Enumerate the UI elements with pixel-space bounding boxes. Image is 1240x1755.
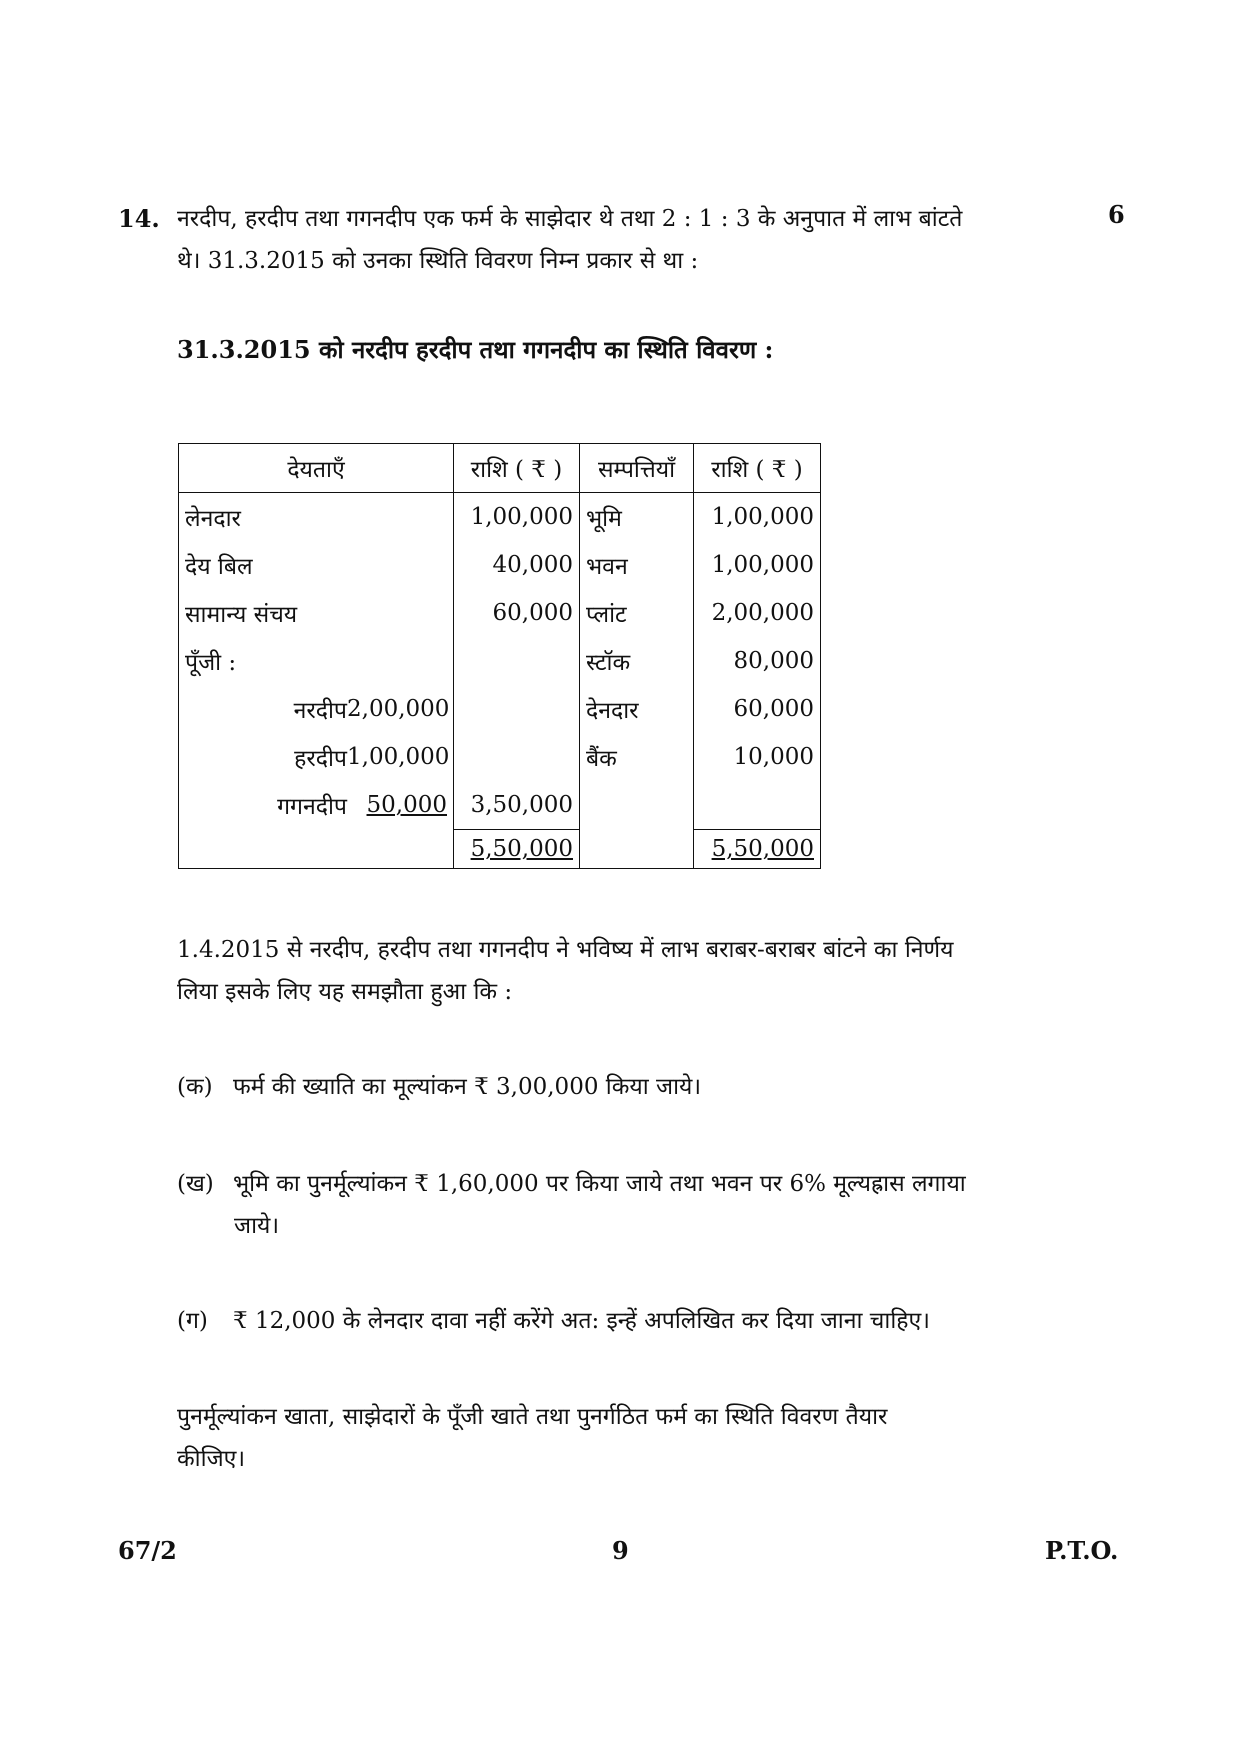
- asset-cell: भूमि: [580, 493, 694, 542]
- balance-sheet-heading: 31.3.2015 को नरदीप हरदीप तथा गगनदीप का स्थिति विवरण :: [177, 335, 774, 364]
- liability-amount-cell: [454, 637, 580, 685]
- header-assets: सम्पत्तियाँ: [580, 444, 694, 493]
- paper-code: 67/2: [118, 1536, 177, 1565]
- asset-amount-cell: 1,00,000: [694, 541, 821, 589]
- partner-name: गगनदीप: [277, 794, 347, 821]
- asset-cell: देनदार: [580, 685, 694, 733]
- header-amount-1: राशि ( ₹ ): [454, 444, 580, 493]
- asset-amount-cell: [694, 781, 821, 830]
- asset-cell: [580, 781, 694, 830]
- capital-entry-cell: [179, 781, 454, 830]
- pto-label: P.T.O.: [1045, 1536, 1119, 1565]
- balance-sheet-table: [178, 443, 821, 869]
- totals-row: [179, 830, 821, 869]
- assets-total: [694, 830, 821, 869]
- item-ka-label: (क): [177, 1074, 213, 1100]
- partner-capital: 2,00,000: [347, 696, 450, 722]
- table-row: [179, 781, 821, 830]
- liabilities-total-value: 5,50,000: [470, 836, 573, 862]
- item-kha-text-2: जाये।: [234, 1213, 280, 1239]
- header-amount-2: राशि ( ₹ ): [694, 444, 821, 493]
- question-number: 14.: [118, 204, 160, 233]
- partner-name: हरदीप: [294, 746, 347, 772]
- liability-amount-cell: [454, 733, 580, 781]
- item-kha-label: (ख): [177, 1171, 214, 1197]
- item-ka-text: फर्म की ख्याति का मूल्यांकन ₹ 3,00,000 किया जाये।: [233, 1074, 702, 1100]
- item-kha: [177, 1163, 1077, 1205]
- liabilities-total: [454, 830, 580, 869]
- decision-text-line-2: लिया इसके लिए यह समझौता हुआ कि :: [177, 979, 513, 1005]
- item-ga: [177, 1300, 1077, 1342]
- table-row: [179, 541, 821, 589]
- decision-text-line-1: 1.4.2015 से नरदीप, हरदीप तथा गगनदीप ने भविष्य में लाभ बराबर-बराबर बांटने का निर्णय: [177, 937, 954, 963]
- capital-entry-cell: [179, 733, 454, 781]
- liability-amount-cell: 60,000: [454, 589, 580, 637]
- asset-cell: बैंक: [580, 733, 694, 781]
- liability-amount-cell: 1,00,000: [454, 493, 580, 542]
- assets-total-value: 5,50,000: [711, 836, 814, 862]
- asset-amount-cell: 2,00,000: [694, 589, 821, 637]
- asset-cell: प्लांट: [580, 589, 694, 637]
- table-header-row: [179, 444, 821, 493]
- asset-cell: [580, 830, 694, 869]
- asset-amount-cell: 80,000: [694, 637, 821, 685]
- question-text-line-2: थे। 31.3.2015 को उनका स्थिति विवरण निम्न प्रकार से था :: [177, 248, 699, 274]
- capital-total-cell: 3,50,000: [454, 781, 580, 830]
- partner-name: नरदीप: [293, 698, 347, 724]
- item-ka: [177, 1066, 1077, 1108]
- liability-amount-cell: [454, 685, 580, 733]
- item-kha-text-1: भूमि का पुनर्मूल्यांकन ₹ 1,60,000 पर किया जाये तथा भवन पर 6% मूल्यह्रास लगाया: [233, 1171, 966, 1197]
- liability-cell: लेनदार: [179, 493, 454, 542]
- question-marks: 6: [1108, 200, 1125, 229]
- asset-cell: भवन: [580, 541, 694, 589]
- table-row: [179, 733, 821, 781]
- table-row: [179, 493, 821, 542]
- liability-cell: पूँजी :: [179, 637, 454, 685]
- asset-amount-cell: 60,000: [694, 685, 821, 733]
- asset-amount-cell: 10,000: [694, 733, 821, 781]
- table-row: [179, 589, 821, 637]
- partner-capital: 50,000: [366, 792, 447, 819]
- question-text-line-1: नरदीप, हरदीप तथा गगनदीप एक फर्म के साझेदार थे तथा 2 : 1 : 3 के अनुपात में लाभ बांटते: [177, 206, 963, 232]
- table-row: [179, 685, 821, 733]
- asset-amount-cell: 1,00,000: [694, 493, 821, 542]
- liability-cell: सामान्य संचय: [179, 589, 454, 637]
- capital-entry-cell: [179, 685, 454, 733]
- partner-capital: 1,00,000: [347, 744, 450, 770]
- header-liabilities: देयताएँ: [179, 444, 454, 493]
- liability-cell: [179, 830, 454, 869]
- item-ga-label: (ग): [177, 1308, 208, 1334]
- liability-amount-cell: 40,000: [454, 541, 580, 589]
- liability-cell: देय बिल: [179, 541, 454, 589]
- instruction-line-2: कीजिए।: [177, 1446, 246, 1472]
- table-row: [179, 637, 821, 685]
- page-number: 9: [612, 1536, 629, 1565]
- instruction-line-1: पुनर्मूल्यांकन खाता, साझेदारों के पूँजी खाते तथा पुनर्गठित फर्म का स्थिति विवरण तैयार: [177, 1404, 888, 1430]
- item-ga-text: ₹ 12,000 के लेनदार दावा नहीं करेंगे अत: इन्हें अपलिखित कर दिया जाना चाहिए।: [233, 1308, 930, 1334]
- asset-cell: स्टॉक: [580, 637, 694, 685]
